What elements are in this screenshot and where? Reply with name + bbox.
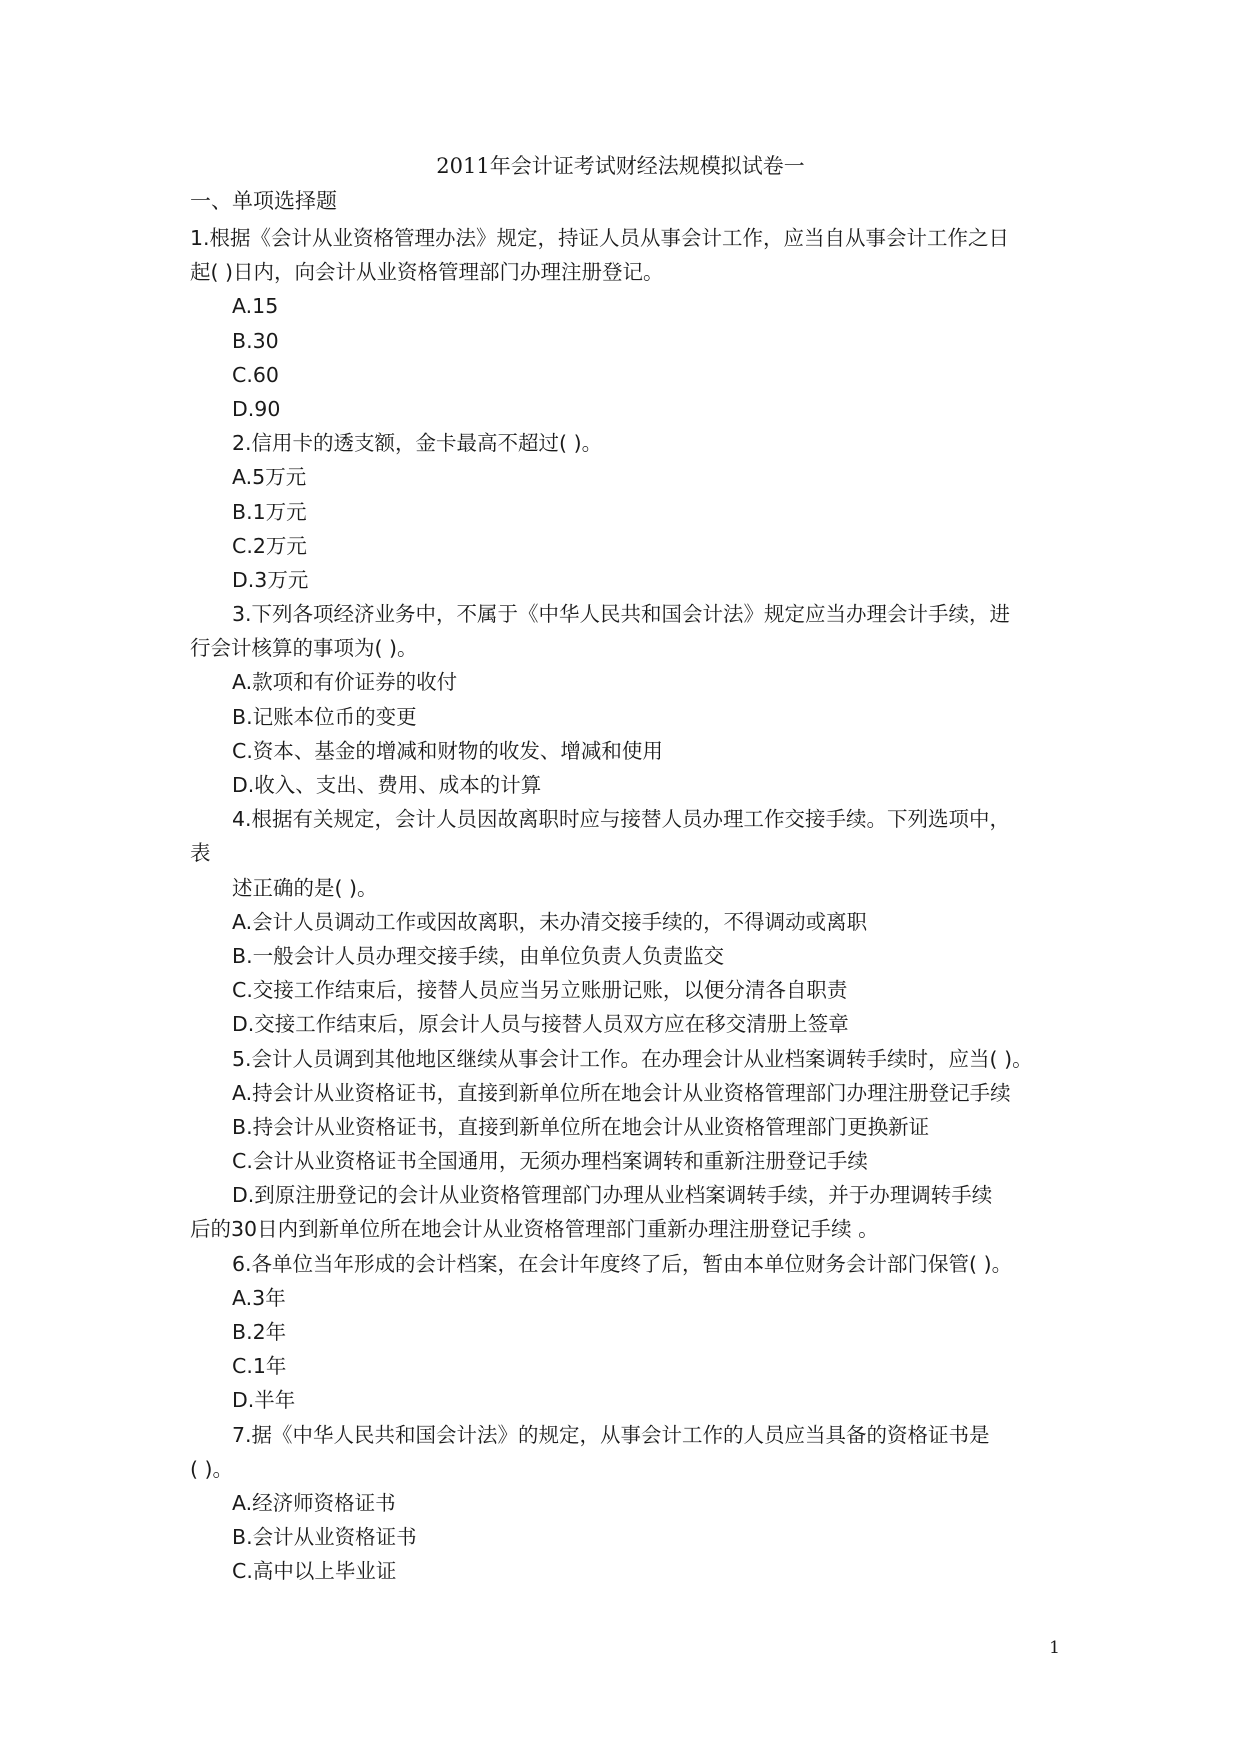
option-line: A.会计人员调动工作或因故离职，未办清交接手续的，不得调动或离职: [232, 909, 868, 934]
option-line: B.1万元: [232, 499, 307, 524]
text-line: ( )。: [190, 1456, 234, 1481]
option-line: D.半年: [232, 1388, 296, 1413]
option-line: D.收入、支出、费用、成本的计算: [232, 773, 542, 797]
option-line: A.5万元: [232, 465, 307, 490]
option-line: D.到原注册登记的会计从业资格管理部门办理从业档案调转手续，并于办理调转手续: [232, 1183, 993, 1208]
text-line: 行会计核算的事项为( )。: [190, 636, 418, 661]
question-line: 3.下列各项经济业务中，不属于《中华人民共和国会计法》规定应当办理会计手续，进: [232, 602, 1011, 627]
option-line: A.款项和有价证券的收付: [232, 670, 458, 695]
option-line: C.2万元: [232, 533, 307, 558]
option-line: C.60: [232, 362, 279, 387]
text-line: 1.根据《会计从业资格管理办法》规定，持证人员从事会计工作，应当自从事会计工作之日: [190, 226, 1010, 250]
question-line: 2.信用卡的透支额，金卡最高不超过( )。: [232, 431, 603, 456]
option-line: A.经济师资格证书: [232, 1490, 396, 1515]
option-line: D.90: [232, 396, 281, 421]
option-line: C.1年: [232, 1354, 287, 1379]
option-line: B.持会计从业资格证书，直接到新单位所在地会计从业资格管理部门更换新证: [232, 1114, 930, 1139]
option-line: D.交接工作结束后，原会计人员与接替人员双方应在移交清册上签章: [232, 1012, 849, 1037]
option-line: B.会计从业资格证书: [232, 1525, 417, 1550]
question-line: 7.据《中华人民共和国会计法》的规定，从事会计工作的人员应当具备的资格证书是: [232, 1422, 990, 1447]
section-heading: 一、单项选择题: [190, 189, 337, 213]
option-line: B.一般会计人员办理交接手续，由单位负责人负责监交: [232, 943, 725, 968]
question-line: 6.各单位当年形成的会计档案，在会计年度终了后，暂由本单位财务会计部门保管( )。: [232, 1251, 1013, 1276]
option-line: C.资本、基金的增减和财物的收发、增减和使用: [232, 738, 663, 763]
option-line: D.3万元: [232, 567, 309, 592]
text-line: 述正确的是( )。: [232, 875, 378, 900]
option-line: A.持会计从业资格证书，直接到新单位所在地会计从业资格管理部门办理注册登记手续: [232, 1080, 1011, 1105]
option-line: C.高中以上毕业证: [232, 1559, 397, 1584]
text-line: 起( )日内，向会计从业资格管理部门办理注册登记。: [190, 260, 664, 285]
option-line: C.交接工作结束后，接替人员应当另立账册记账，以便分清各自职责: [232, 978, 848, 1003]
question-line: 4.根据有关规定，会计人员因故离职时应与接替人员办理工作交接手续。下列选项中，: [232, 807, 1011, 832]
question-body: [190, 221, 1060, 1589]
option-line: B.2年: [232, 1320, 287, 1344]
option-line: B.记账本位币的变更: [232, 704, 417, 729]
document-title: 2011年会计证考试财经法规模拟试卷一: [436, 154, 805, 178]
option-line: B.30: [232, 328, 279, 353]
option-line: A.3年: [232, 1285, 286, 1310]
page-number: 1: [1049, 1638, 1060, 1658]
option-line: A.15: [232, 294, 279, 319]
question-line: 5.会计人员调到其他地区继续从事会计工作。在办理会计从业档案调转手续时，应当( )。: [232, 1046, 1033, 1071]
text-line: 后的30日内到新单位所在地会计从业资格管理部门重新办理注册登记手续 。: [190, 1217, 879, 1242]
option-line: C.会计从业资格证书全国通用，无须办理档案调转和重新注册登记手续: [232, 1149, 868, 1174]
text-line: 表: [190, 841, 211, 866]
